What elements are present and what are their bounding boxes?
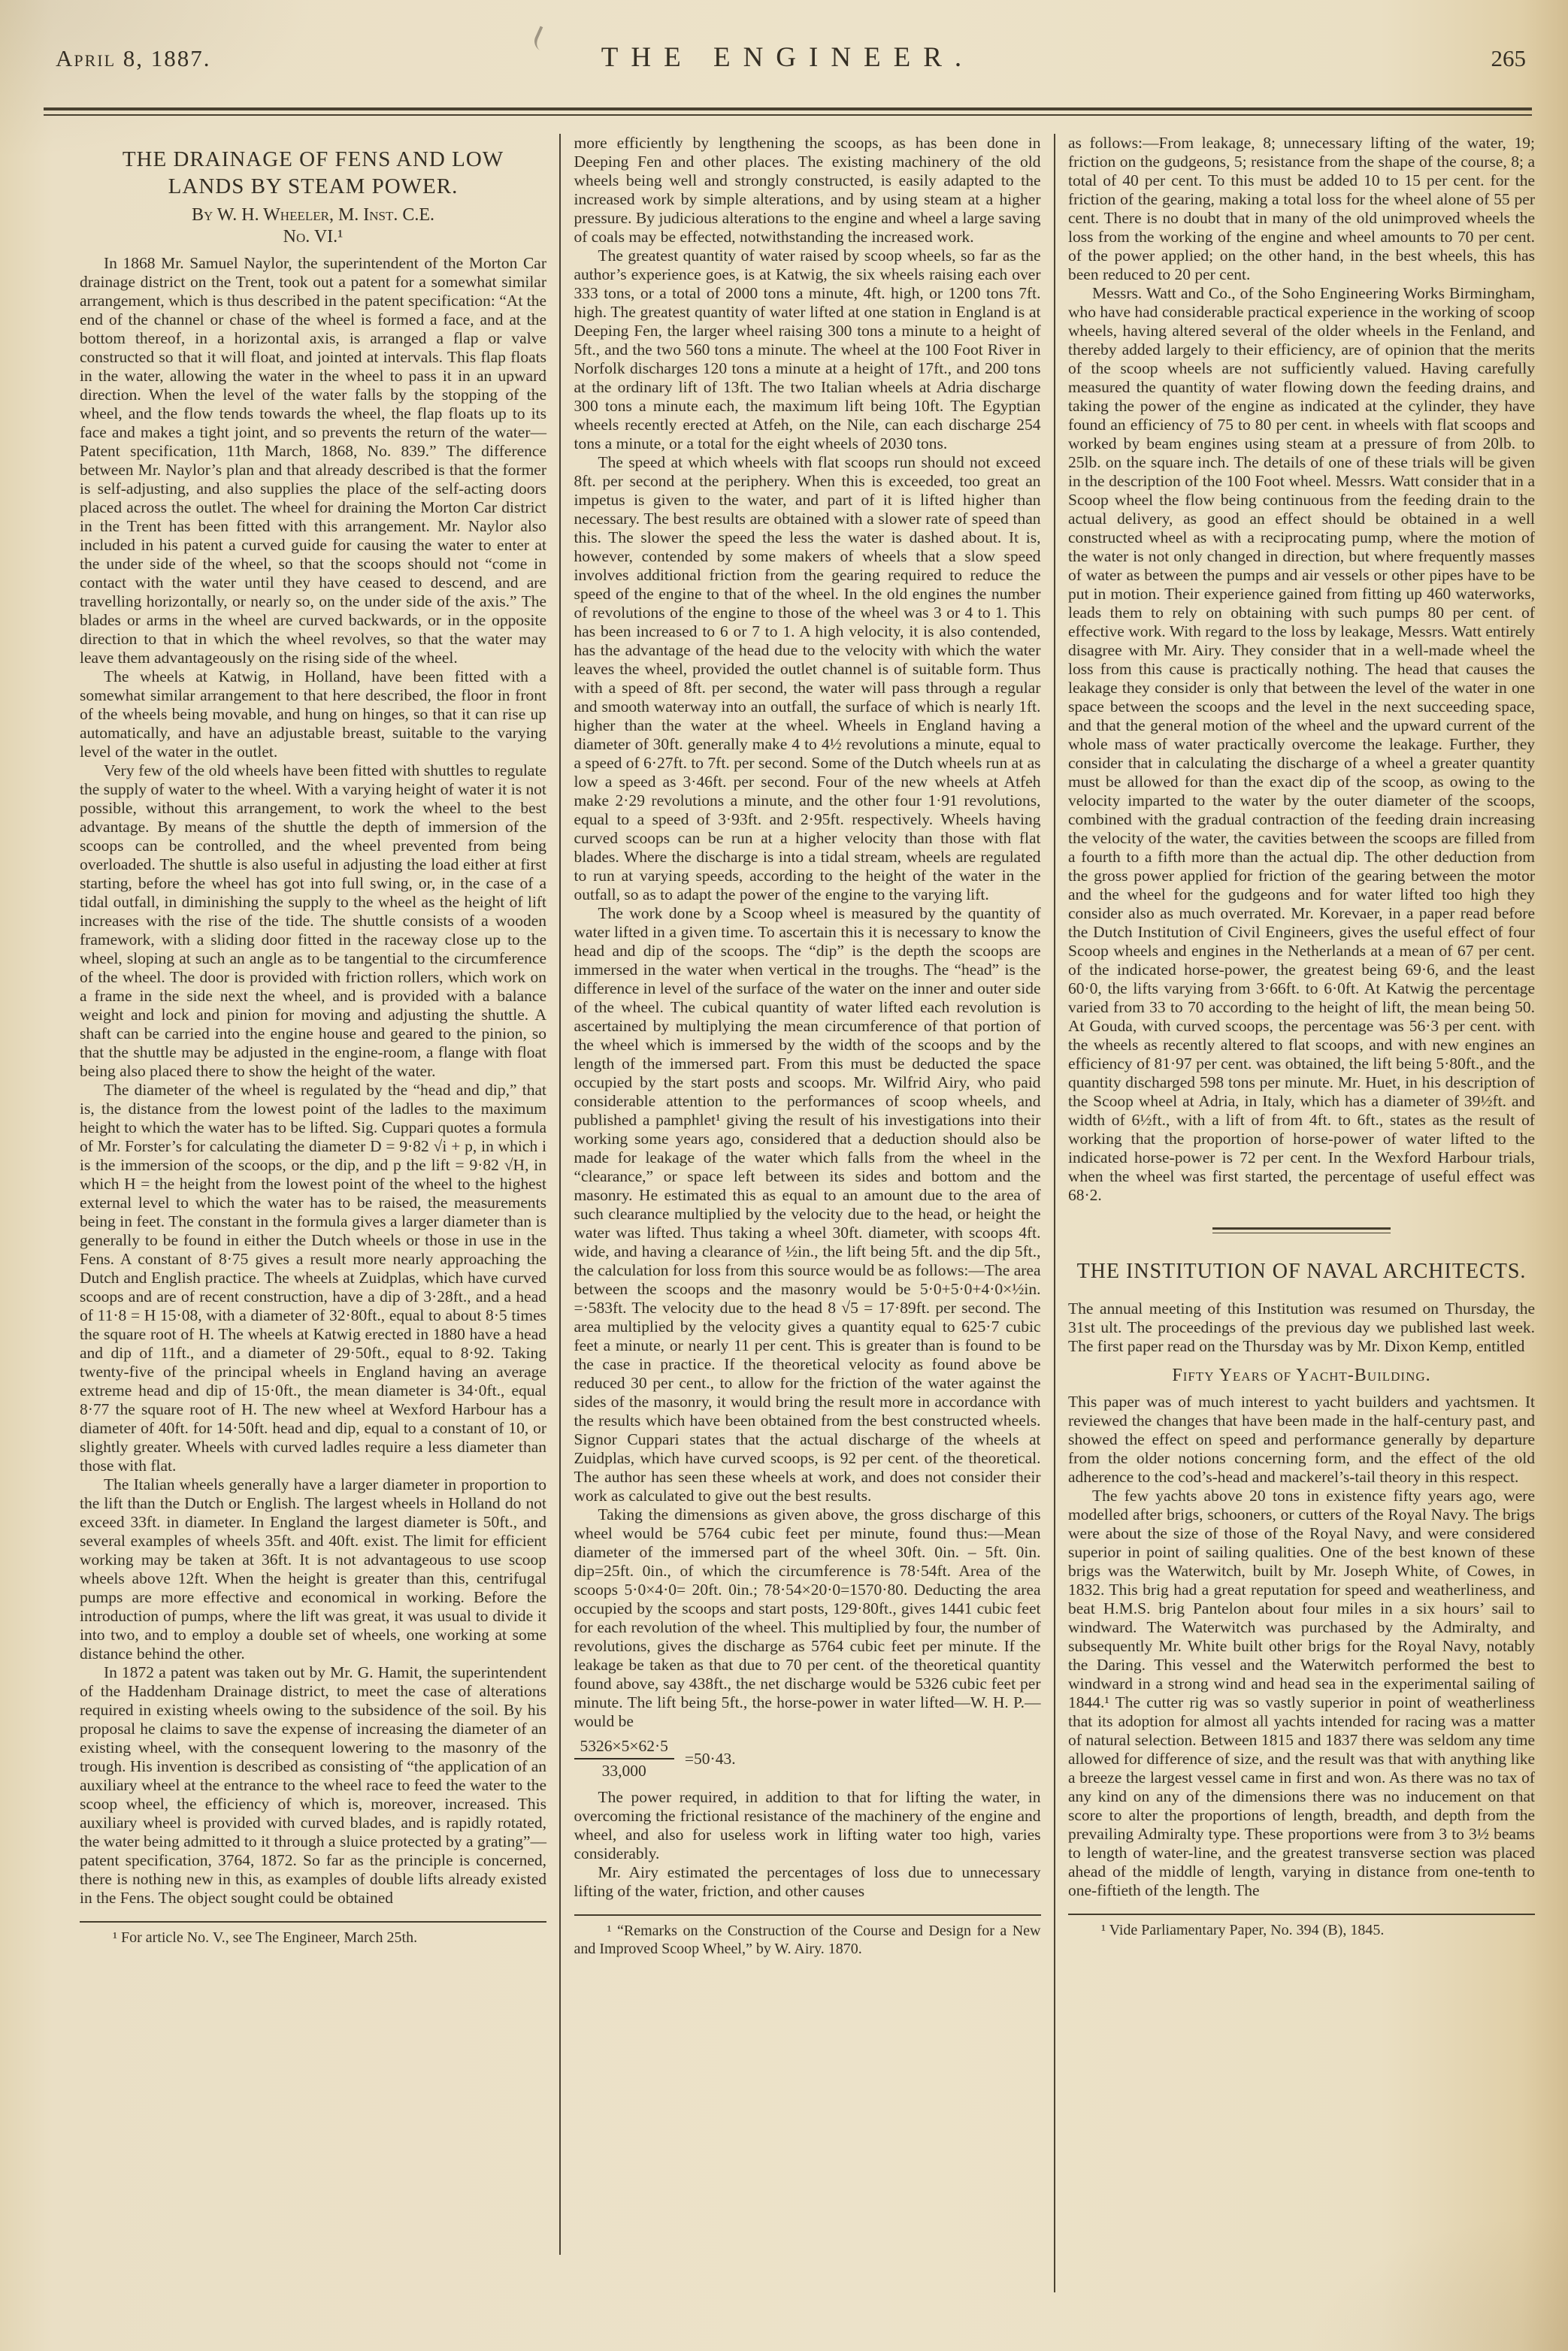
paragraph: The Italian wheels generally have a larger diameter in proportion to the lift than the Dutch or English. The largest wheels in Holland do not exceed 33ft. in diameter. In England the largest diameter is 50ft., and several examples of wheels 35ft. and 40ft. exist. The limit for efficient working may be taken at 36ft. It is not advantageous to use scoop wheels above 12ft. When the height is greater than this, centrifugal pumps are more effective and economical in working. Before the introduction of pumps, where the lift was great, it was usual to divide it into two, and to employ a double set of wheels, one working at some distance behind the other. (80, 1475, 546, 1663)
paragraph: The greatest quantity of water raised by scoop wheels, so far as the author’s experience goes, is at Katwig, the six wheels raising each over 333 tons, or a total of 2000 tons a minute, 4ft. high, or 1200 tons 7ft. high. The greatest quantity of water lifted at one station in England is at Deeping Fen, the larger wheel raising 300 tons a minute to a height of 5ft., and the two 560 tons a minute. The wheel at the 100 Foot River in Norfolk discharges 120 tons a minute at a height of 17ft., and 200 tons at the ordinary lift of 13ft. The two Italian wheels at Adria discharge 300 tons a minute each, the maximum lift being 10ft. The Egyptian wheels recently erected at Atfeh, on the Nile, can each discharge 254 tons a minute, or a total for the eight wheels of 2030 tons. (574, 247, 1041, 452)
paragraph: Very few of the old wheels have been fitted with shuttles to regulate the supply of water to the wheel. With a varying height of water it is not possible, without this arrangement, to work the wheel to the best advantage. By means of the shuttle the depth of immersion of the scoops can be controlled, and the wheel prevented from being overloaded. The shuttle is also useful in adjusting the load either at first starting, before the wheel has got into full swing, or, in the case of a tidal outfall, in diminishing the supply to the wheel as the height of lift increases with the rise of the tide. The shuttle consists of a wooden framework, with a sliding door fitted in the raceway close up to the wheel, sloping at such an angle as to be tangential to the circumference of the wheel. The door is provided with friction rollers, which work on a frame in the side next the wheel, and is provided with a balance weight and lock and pinion for moving and adjusting the shuttle. A shaft can be carried into the engine house and geared to the pinion, so that the shuttle may be adjusted in the engine-room, a flange with float being also placed there to show the height of the water. (80, 761, 546, 1080)
fraction (574, 1737, 674, 1781)
paragraph: In 1872 a patent was taken out by Mr. G. Hamit, the superintendent of the Haddenham Drainage district, to meet the case of alterations required in existing wheels owing to the subsidence of the soil. By his proposal he claims to save the expense of increasing the diameter of an existing wheel, with the consequent lowering to the masonry of the trough. His invention is described as consisting of “the application of an auxiliary wheel at the entrance to the wheel race to feed the water to the scoop wheel, the efficiency of which is, moreover, increased. This auxiliary wheel is provided with curved blades, and is rapidly rotated, the water being admitted to it through a sluice protected by a grating”—patent specification, 3764, 1872. So far as the principle is concerned, there is nothing new in this, as examples of double lifts already existed in the Fens. The object sought could be obtained (80, 1663, 546, 1907)
paragraph: as follows:—From leakage, 8; unnecessary lifting of the water, 19; friction on the gudgeons, 5; resistance from the shape of the course, 8; a total of 40 per cent. To this must be added 10 to 15 per cent. for the friction of the gearing, making a total loss for the wheel alone of 55 per cent. There is no doubt that in many of the old unimproved wheels the loss from the working of the engine and wheel amounts to 70 per cent. of the power applied; on the other hand, in the best wheels, this has been reduced to 20 per cent. (1068, 134, 1535, 283)
column-rule-1 (559, 134, 561, 2255)
issue-date: April 8, 1887. (56, 45, 211, 71)
column-rule-2 (1054, 134, 1055, 2292)
paragraph: In 1868 Mr. Samuel Naylor, the superintendent of the Morton Car drainage district on the Trent, took out a patent for a somewhat similar arrangement, which is thus described in the patent specification: “At the end of the channel or chase of the wheel is formed a face, and at the bottom thereof, in a horizontal axis, is arranged a flap or valve constructed so that it will float, and jointed at intervals. This flap floats in the water, allowing the water in the wheel to pass it in an upward direction. When the level of the water falls by the stopping of the wheel, and the flow tends towards the wheel, the flap floats up to its face and makes a tight joint, and so prevents the return of the water—Patent specification, 11th March, 1868, No. 839.” The difference between Mr. Naylor’s plan and that already described is that the former is self-adjusting, and also supplies the place of the self-acting doors placed across the outlet. The wheel for draining the Morton Car district in the Trent has been fitted with this arrangement. Mr. Naylor also included in his patent a curved guide for causing the water to enter at the under side of the wheel, so that the scoops should not “come in contact with the water until they have ceased to descend, and are travelling horizontally, or nearly so, on the under side of the axis.” The blades or arms in the wheel are curved backwards, or in the opposite direction to that in which the wheel revolves, so that the water may leave them advantageously on the rising side of the wheel. (80, 254, 546, 667)
article-1-byline: By W. H. Wheeler, M. Inst. C.E. (191, 205, 435, 225)
formula-denominator: 33,000 (601, 1762, 646, 1780)
paragraph: more efficiently by lengthening the scoops, as has been done in Deeping Fen and other places. The existing machinery of the old wheels being well and strongly constructed, is easily adapted to the increased work by simple alterations, and by using steam at a higher pressure. By judicious alterations to the engine and wheel a large saving of coals may be effected, notwithstanding the increased work. (574, 134, 1041, 246)
paragraph: The diameter of the wheel is regulated by the “head and dip,” that is, the distance from the lowest point of the ladles to the maximum height to which the water has to be lifted. Sig. Cuppari quotes a formula of Mr. Forster’s for calculating the diameter D = 9·82 √i + p, in which i is the immersion of the scoops, or the dip, and p the lift = 9·82 √H, in which H = the height from the lowest point of the wheel to the highest external level to which the water has to be raised, the measurements being in feet. The constant in the formula gives a larger diameter than is generally to be found in either the Dutch wheels or those in use in the Fens. A constant of 8·75 gives a result more nearly approaching the Dutch and English practice. The wheels at Zuidplas, which have curved scoops and are of recent construction, have a dip of 3·28ft., and a head of 11·8 = H 15·08, with a diameter of 32·80ft., equal to about 8·5 times the square root of H. The wheels at Katwig erected in 1880 have a head and dip of 11ft., and a diameter of 29·50ft., equal to 8·92. Taking twenty-five of the principal wheels in England having an average extreme head and dip of 15·0ft., the mean diameter is 34·0ft., equal 8·77 the square root of H. The new wheel at Wexford Harbour has a diameter of 40ft. for 14·50ft. head and dip, equal to a constant of 10, or slightly greater. Wheels with curved ladles require a less diameter than those with flat. (80, 1081, 546, 1475)
paragraph: The power required, in addition to that for lifting the water, in overcoming the frictional resistance of the machinery of the engine and wheel, and also for useless work in lifting water too high, varies considerably. (574, 1788, 1041, 1862)
column-2 (574, 134, 1041, 2351)
paragraph: Mr. Airy estimated the percentages of loss due to unnecessary lifting of the water, friction, and other causes (574, 1863, 1041, 1900)
formula-result: =50·43. (684, 1749, 736, 1768)
column-3 (1068, 134, 1535, 2351)
article-2-title: THE INSTITUTION OF NAVAL ARCHITECTS. (1076, 1260, 1527, 1283)
article-1-title: THE DRAINAGE OF FENS AND LOW LANDS BY STEAM POWER. (122, 147, 504, 198)
paragraph: The wheels at Katwig, in Holland, have been fitted with a somewhat similar arrangement to that here described, the floor in front of the wheels being movable, and hung on hinges, so that it can rise up automatically, and have an adjustable breast, suitable to the varying level of the water in the outlet. (80, 667, 546, 761)
section-divider (1212, 1227, 1391, 1233)
paragraph: Taking the dimensions as given above, the gross discharge of this wheel would be 5764 cubic feet per minute, found thus:—Mean diameter of the immersed part of the wheel 30ft. 0in. – 5ft. 0in. dip=25ft. 0in., of which the circumference is 78·54ft. Area of the scoops 5·0×4·0= 20ft. 0in.; 78·54×20·0=1570·80. Deducting the area occupied by the scoops and start posts, 129·80ft., gives 1441 cubic feet for each revolution of the wheel. This multiplied by four, the number of revolutions, gives the discharge as 5764 cubic feet per minute. If the leakage be taken as that due to 70 per cent. of the theoretical quantity found above, say 438ft., the net discharge would be 5326 cubic feet per minute. The lift being 5ft., the horse-power in water lifted—W. H. P.—would be (574, 1505, 1041, 1730)
horsepower-formula (574, 1737, 1041, 1781)
article-1-series-number: No. VI.¹ (283, 227, 344, 247)
paragraph: The annual meeting of this Institution was resumed on Thursday, the 31st ult. The proceedings of the previous day we published last week. The first paper read on the Thursday was by Mr. Dixon Kemp, entitled (1068, 1300, 1535, 1355)
paragraph: This paper was of much interest to yacht builders and yachtsmen. It reviewed the changes that have been made in the half-century past, and showed the effect on speed and performance generally by departure from the older notions concerning form, and the effect of the old adherence to the cod’s-head and mackerel’s-tail theory in this respect. (1068, 1393, 1535, 1486)
footnote-1: ¹ For article No. V., see The Engineer, March 25th. (80, 1921, 546, 1947)
formula-numerator: 5326×5×62·5 (574, 1737, 674, 1759)
footnote-3: ¹ Vide Parliamentary Paper, No. 394 (B), 1845. (1068, 1914, 1535, 1939)
paragraph: Messrs. Watt and Co., of the Soho Engineering Works Birmingham, who have had considerable practical experience in the working of scoop wheels, having altered several of the older wheels in the Fenland, and thereby added largely to their efficiency, are of opinion that the merits of the scoop wheels are not sufficiently valued. Having carefully measured the quantity of water flowing down the feeding drains, and taking the power of the engine as indicated at the cylinder, they have found an efficiency of 75 to 80 per cent. in wheels with flat scoops and worked by beam engines using steam at a pressure of from 20lb. to 25lb. on the square inch. The details of one of these trials will be given in the description of the 100 Foot wheel. Messrs. Watt consider that in a Scoop wheel the flow being continuous from the feeding drain to the actual delivery, as good an effect should be obtained in a well constructed wheel as with a reciprocating pump, where the motion of the water is not only changed in direction, but where frequently masses of water as between the pumps and air vessels or other pipes have to be put in motion. Their experience gained from fitting up 460 waterworks, leads them to rely on obtaining with such pumps 80 per cent. of effective work. With regard to the loss by leakage, Messrs. Watt entirely disagree with Mr. Airy. They consider that in a well-made wheel the loss from this cause is practically nothing. The head that causes the leakage they consider is only that between the level of the water in one space between the scoops and the level in the next succeeding space, and that the general motion of the wheel and the upward current of the whole mass of water practically overcome the leakage. Further, they consider that in calculating the discharge of a wheel a greater quantity must be allowed for than the exact dip of the scoop, as owing to the velocity imparted to the water by the outer diameter of the scoops, combined with the gradual contraction of the feeding drain increasing the velocity of the water, the cavities between the scoops are filled from a fourth to a fifth more than the actual dip. The other deduction from the gross power applied for friction of the gearing between the motor and the wheel for the gudgeons and for water lifted too high they consider also as much overrated. Mr. Korevaer, in a paper read before the Dutch Institution of Civil Engineers, gives the useful effect of four Scoop wheels and engines in the Netherlands at a mean of 67 per cent. of the indicated horse-power, the greatest being 69·6, and the least 60·0, the lifts varying from 3·66ft. to 6·0ft. At Katwig the percentage varied from 33 to 70 according to the height of lift, the mean being 50. At Gouda, with curved scoops, the percentage was 56·3 per cent. with the wheels as recently altered to flat scoops, and with new engines an efficiency of 81·97 per cent. was obtained, the lift being 5·80ft., and the quantity discharged 598 tons per minute. Mr. Huet, in his description of the Scoop wheel at Adria, in Italy, which has a diameter of 39½ft. and width of 6½ft., with a lift of from 4ft. to 6ft., states as the result of working that the proportion of horse-power of water lifted to the indicated horse-power is 72 per cent. In the Wexford Harbour trials, when the wheel was first started, the percentage of useful effect was 68·2. (1068, 284, 1535, 1204)
page-number: 265 (1491, 45, 1526, 71)
column-1 (80, 134, 546, 2351)
footnote-2: ¹ “Remarks on the Construction of the Course and Design for a New and Improved Scoop Wheel,” by W. Airy. 1870. (574, 1914, 1041, 1958)
masthead-title: THE ENGINEER. (601, 42, 975, 73)
paragraph: The work done by a Scoop wheel is measured by the quantity of water lifted in a given time. To ascertain this it is necessary to know the head and dip of the scoops. The “dip” is the depth the scoops are immersed in the water when vertical in the troughs. The “head” is the difference in level of the surface of the water on the inner and outer side of the wheel. The cubical quantity of water lifted each revolution is ascertained by multiplying the mean circumference of that portion of the wheel which is immersed by the width of the scoops and by the length of the immersed part. From this must be deducted the space occupied by the start posts and scoops. Mr. Wilfrid Airy, who paid considerable attention to the performances of scoop wheels, and published a pamphlet¹ giving the result of his investigations into their working some years ago, considered that a deduction should also be made for leakage of the water which falls from the wheel in the “clearance,” or space left between its sides and bottom and the masonry. He estimated this as equal to an amount due to the area of such clearance multiplied by the velocity due to the head, or height the water was lifted. Thus taking a wheel 30ft. diameter, with scoops 4ft. wide, and having a clearance of ½in., the lift being 5ft. and the dip 5ft., the calculation for loss from this source would be as follows:—The area between the scoops and the masonry would be 5·0+5·0+4·0×½in. =·583ft. The velocity due to the head 8 √5 = 17·89ft. per second. The area multiplied by the velocity gives a quantity equal to 625·7 cubic feet a minute, or nearly 11 per cent. This is greater than is found to be the case in practice. If the theoretical velocity as found above be reduced 30 per cent., to allow for the friction of the water against the sides of the masonry, it would bring the result more in accordance with the results which have been obtained from the best constructed wheels. Signor Cuppari states that the actual discharge of the wheels at Zuidplas, which have curved scoops, is 92 per cent. of the theoretical. The author has seen these wheels at work, and does not consider their work as calculated to give out the best results. (574, 904, 1041, 1505)
column-layout (80, 134, 1535, 2351)
article-2-subhead: Fifty Years of Yacht-Building. (1172, 1366, 1431, 1385)
header-double-rule (44, 107, 1532, 116)
running-head (45, 32, 1530, 74)
paragraph: The few yachts above 20 tons in existence fifty years ago, were modelled after brigs, schooners, or cutters of the Royal Navy. The brigs were about the size of those of the Royal Navy, and were considered superior in point of sailing qualities. One of the best known of these brigs was the Waterwitch, built by Mr. Joseph White, of Cowes, in 1832. This brig had a great reputation for speed and weatherliness, and beat H.M.S. brig Pantelon about four miles in a six hours’ sail to windward. The Waterwitch was purchased by the Admiralty, and subsequently Mr. White built other brigs for the Royal Navy, notably the Daring. This vessel and the Waterwitch performed the best to windward in a strong wind and head sea in the experimental sailing of 1844.¹ The cutter rig was so vastly superior in point of weatherliness that its adoption for almost all yachts intended for racing was a matter of natural selection. Between 1815 and 1837 there was seldom any time allowed for difference of size, and the result was that with anything like a breeze the largest vessel came in first and won. As there was no tax of any kind on any of the dimensions there was no inducement on that score to alter the proportions of length, breadth, and depth from the prevailing Admiralty type. These proportions were from 3 to 3½ beams to length of water-line, and the greatest transverse section was placed ahead of the middle of length, varying in distance from one-tenth to one-fiftieth of the length. The (1068, 1487, 1535, 1899)
paragraph: The speed at which wheels with flat scoops run should not exceed 8ft. per second at the periphery. When this is exceeded, too great an impetus is given to the water, and part of it is lifted higher than necessary. The best results are obtained with a slower rate of speed than this. The slower the speed the less the water is dashed about. It is, however, contended by some makers of wheels that a slow speed involves additional friction from the gearing required to reduce the speed of the engine to that of the wheel. In the old engines the number of revolutions of the engine to those of the wheel was 3 or 4 to 1. This has been increased to 6 or 7 to 1. A high velocity, it is also contended, has the advantage of the head due to the velocity with which the water leaves the wheel, provided the outlet channel is of suitable form. Thus with a speed of 8ft. per second, the water will pass through a regular and smooth waterway into an outfall, the surface of which is nearly 1ft. higher than the water at the wheel. Wheels in England having a diameter of 30ft. generally make 4 to 4½ revolutions a minute, equal to a speed of 6·27ft. to 7ft. per second. Some of the Dutch wheels run at as low a speed as 3·46ft. per second. Four of the new wheels at Atfeh make 2·29 revolutions a minute, and the other four 1·91 revolutions, equal to a speed of 3·93ft. and 2·95ft. respectively. Wheels having curved scoops can be run at a higher velocity than those with flat blades. Where the discharge is into a tidal stream, wheels are regulated to run at varying speeds, according to the height of the water in the outfall, so as to adapt the power of the engine to the varying lift. (574, 453, 1041, 903)
